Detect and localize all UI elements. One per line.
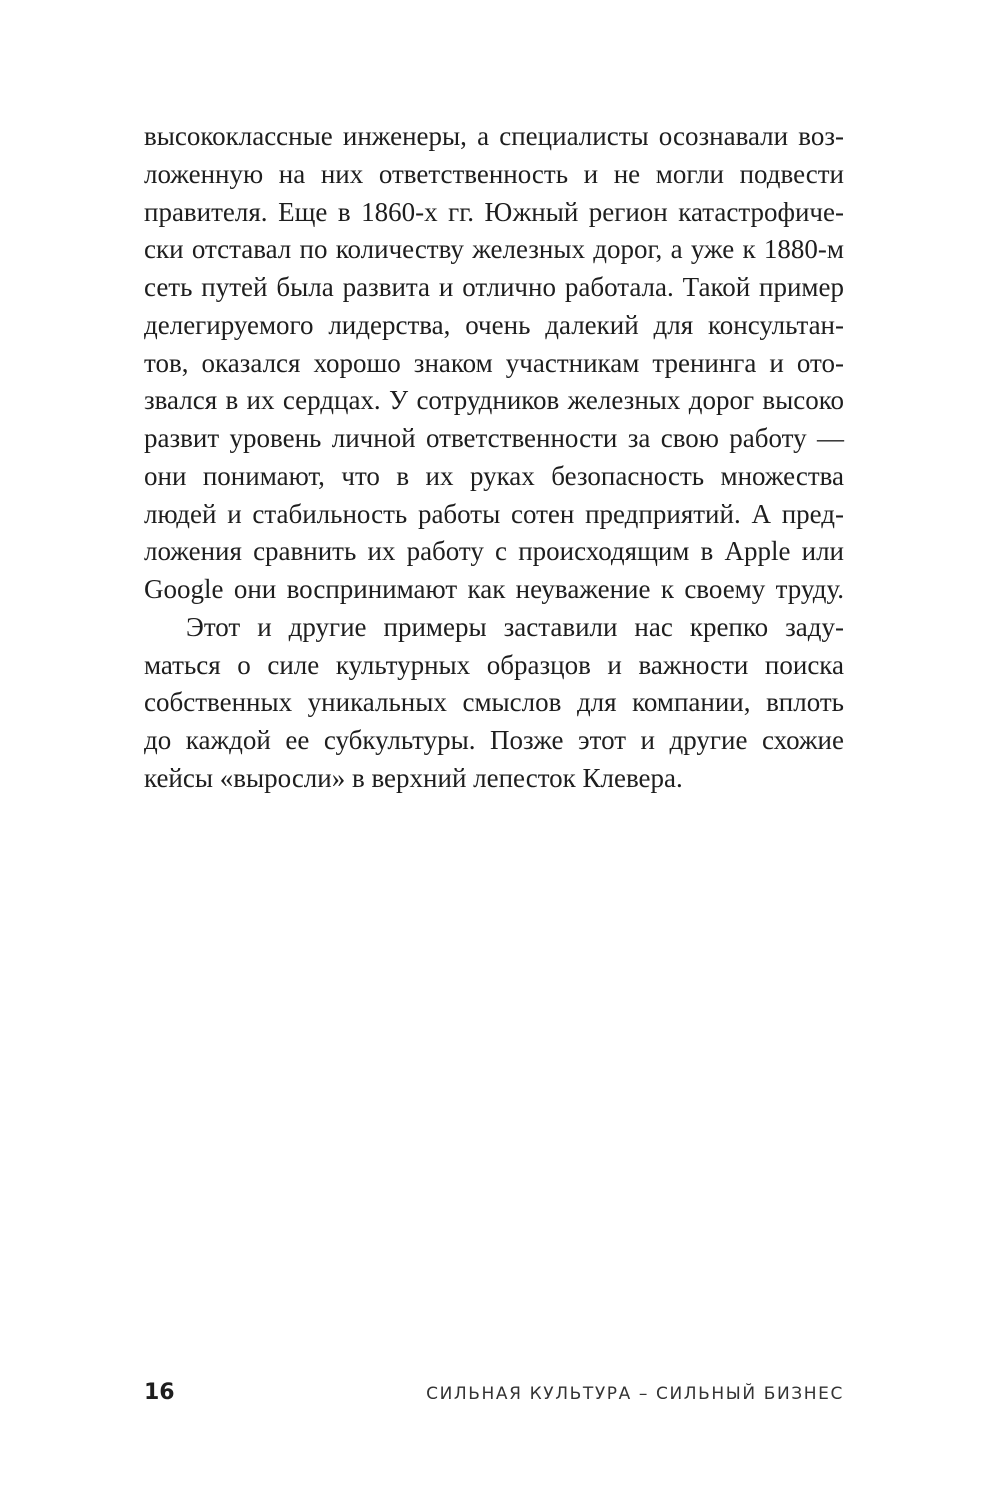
text-line: ложенную на них ответственность и не могли подвести [144,158,844,189]
text-line: делегируемого лидерства, очень далекий для консультан- [144,309,844,340]
page-number: 16 [144,1380,175,1405]
text-line: звался в их сердцах. У сотрудников железных дорог высоко [144,385,844,416]
text-line: Google они воспринимают как неуважение к своему труду. [144,574,844,604]
text-line: ски отставал по количеству железных дорог, а уже к 1880-м [144,234,844,265]
text-line: до каждой ее субкультуры. Позже этот и другие схожие [144,725,844,755]
running-title: СИЛЬНАЯ КУЛЬТУРА – СИЛЬНЫЙ БИЗНЕС [426,1384,844,1404]
text-line: Этот и другие примеры заставили нас крепко заду- [186,611,844,642]
text-line: тов, оказался хорошо знаком участникам тренинга и ото- [144,347,844,378]
text-line: маться о силе культурных образцов и важности поиска [144,649,844,680]
text-line: сеть путей была развита и отлично работала. Такой пример [144,272,844,302]
body-text [144,118,844,798]
text-line: ложения сравнить их работу с происходящим в Apple или [144,536,844,567]
paragraph [144,609,844,798]
text-line: они понимают, что в их руках безопасность множества [144,460,844,491]
paragraph [144,118,844,609]
text-line: правителя. Еще в 1860-х гг. Южный регион катастрофиче- [144,196,844,227]
text-line: собственных уникальных смыслов для компании, вплоть [144,687,844,718]
text-line: развит уровень личной ответственности за свою работу — [144,423,844,453]
text-line: высококлассные инженеры, а специалисты осознавали воз- [144,121,844,151]
page-footer [144,1378,844,1408]
text-line: кейсы «выросли» в верхний лепесток Клевера. [144,762,683,793]
text-line: людей и стабильность работы сотен предприятий. А пред- [144,498,844,529]
